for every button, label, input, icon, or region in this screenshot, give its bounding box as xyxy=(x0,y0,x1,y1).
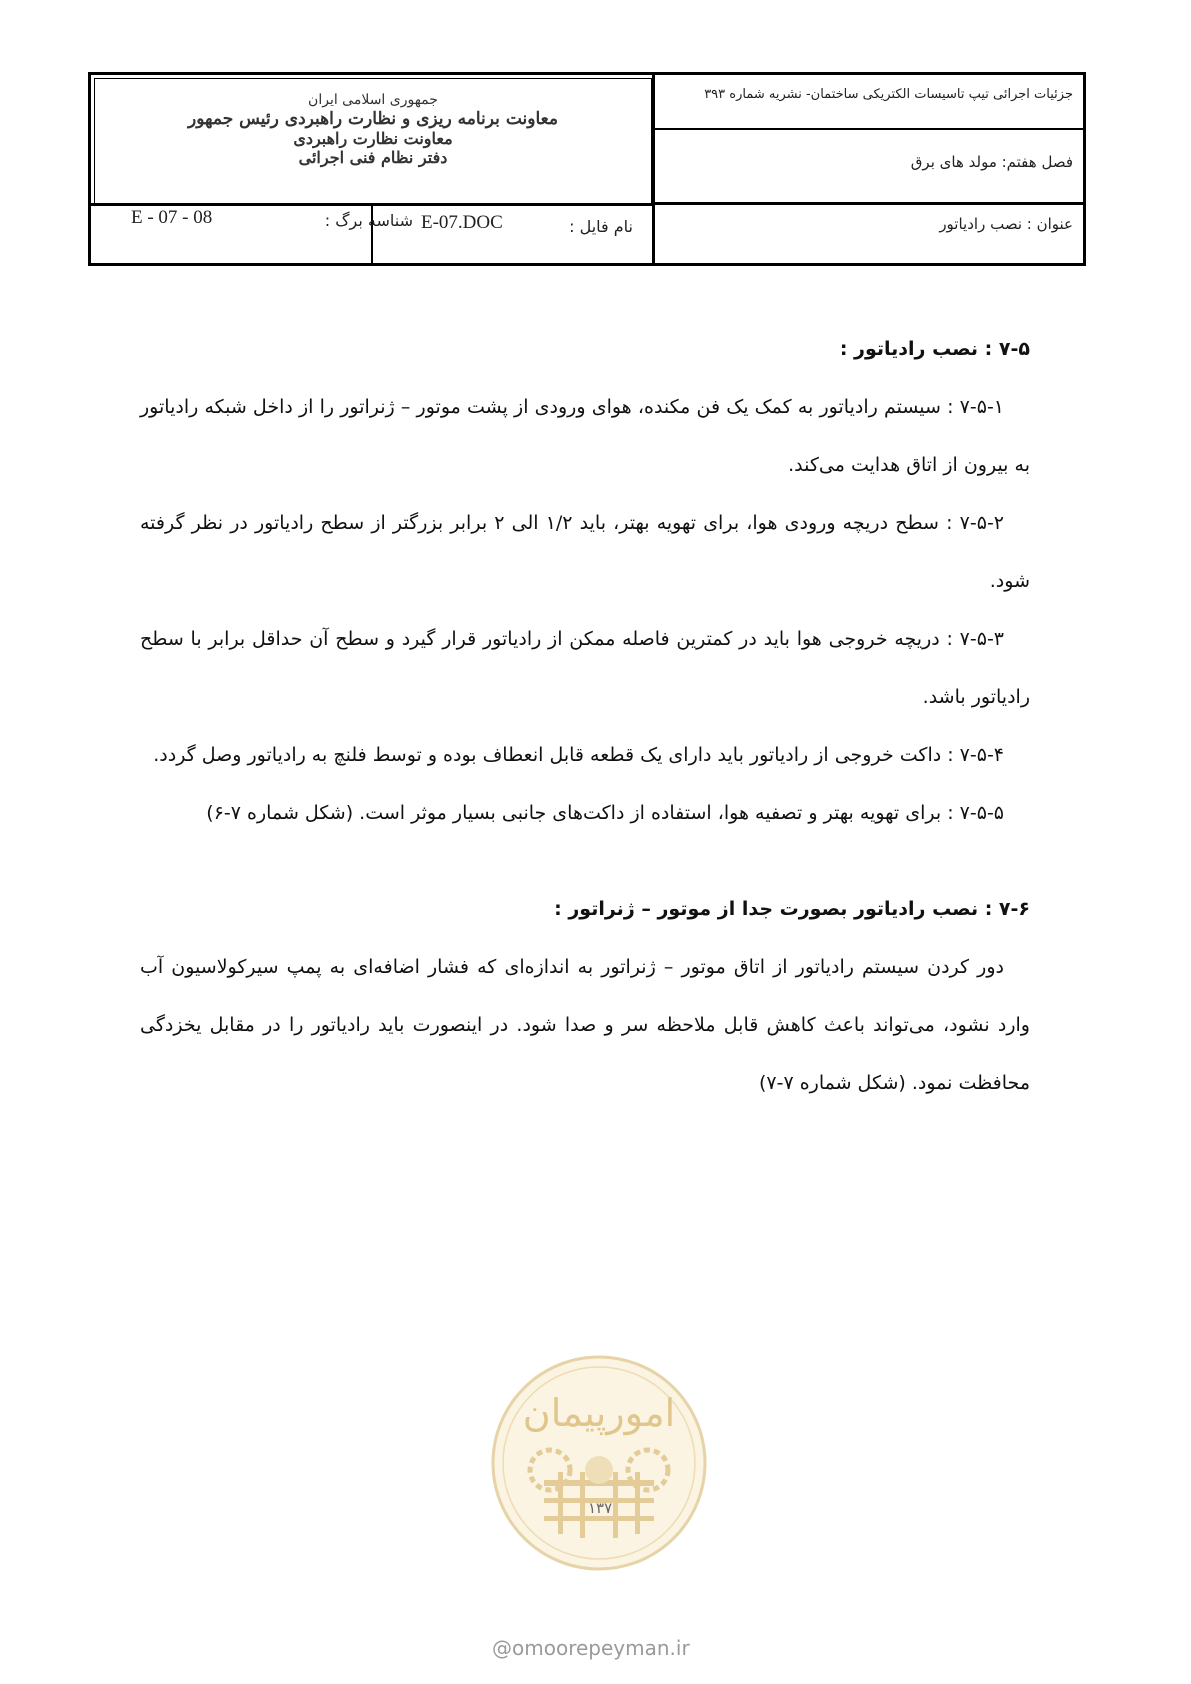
header-divider-vertical xyxy=(652,75,655,263)
website-watermark: @omoorepeyman.ir xyxy=(492,1636,690,1660)
section-heading-remote-radiator: ۷-۶ : نصب رادیاتور بصورت جدا از موتور – ژنراتور : xyxy=(554,898,1030,920)
header-divider-right-top xyxy=(655,128,1083,130)
page-number: ۱۳۷ xyxy=(588,1499,613,1517)
paragraph-7-5-1: ۷-۵-۱ : سیستم رادیاتور به کمک یک فن مکنده، هوای ورودی از پشت موتور – ژنراتور را از داخل شبکه رادیاتور به بیرون از اتاق هدایت می‌کند. xyxy=(140,396,1030,476)
subject-title: عنوان : نصب رادیاتور xyxy=(939,215,1073,233)
document-header-table xyxy=(88,72,1086,266)
org-line-deputy: معاونت برنامه ریزی و نظارت راهبردی رئیس جمهور xyxy=(188,108,558,129)
header-divider-right-bottom xyxy=(655,202,1083,205)
chapter-title: فصل هفتم: مولد های برق xyxy=(910,153,1073,171)
svg-text:امورپیمان: امورپیمان xyxy=(522,1391,676,1435)
org-line-country: جمهوری اسلامی ایران xyxy=(308,92,438,108)
org-line-supervision: معاونت نظارت راهبردی xyxy=(293,129,453,149)
sheet-id: E - 07 - 08 xyxy=(131,207,213,228)
sheet-label: شناسه برگ : xyxy=(324,211,413,230)
org-line-office: دفتر نظام فنی اجرائی xyxy=(298,148,448,168)
file-label: نام فایل : xyxy=(569,217,633,236)
paragraph-7-5-4: ۷-۵-۴ : داکت خروجی از رادیاتور باید دارای یک قطعه قابل انعطاف بوده و توسط فلنچ به رادیاتور وصل گردد. xyxy=(153,744,1004,766)
paragraph-7-6: دور کردن سیستم رادیاتور از اتاق موتور – ژنراتور به اندازه‌ای که فشار اضافه‌ای به پمپ سیرکولاسیون آب وارد نشود، می‌تواند باعث کاهش قابل ملاحظه سر و صدا شود. در اینصورت باید رادیاتور را در مقابل یخزدگی محافظت نمود. (شکل شماره ۷-۷) xyxy=(140,956,1030,1094)
paragraph-7-5-5: ۷-۵-۵ : برای تهویه بهتر و تصفیه هوا، استفاده از داکت‌های جانبی بسیار موثر است. (شکل شماره ۷-۶) xyxy=(206,802,1004,824)
organization-cell xyxy=(94,78,652,206)
watermark-seal-icon xyxy=(488,1352,710,1574)
paragraph-7-5-3: ۷-۵-۳ : دریچه خروجی هوا باید در کمترین فاصله ممکن از رادیاتور قرار گیرد و سطح آن حداقل برابر با سطح رادیاتور باشد. xyxy=(140,628,1030,708)
section-heading-radiator-installation: ۷-۵ : نصب رادیاتور : xyxy=(839,338,1030,360)
paragraph-7-5-2: ۷-۵-۲ : سطح دریچه ورودی هوا، برای تهویه بهتر، باید ۱/۲ الی ۲ برابر بزرگتر از سطح رادیاتور در نظر گرفته شود. xyxy=(140,512,1030,592)
publication-title: جزئیات اجرائی تیپ تاسیسات الکتریکی ساختمان- نشریه شماره ۳۹۳ xyxy=(704,87,1073,102)
document-body xyxy=(140,320,1030,1112)
file-name: E-07.DOC xyxy=(421,212,503,233)
